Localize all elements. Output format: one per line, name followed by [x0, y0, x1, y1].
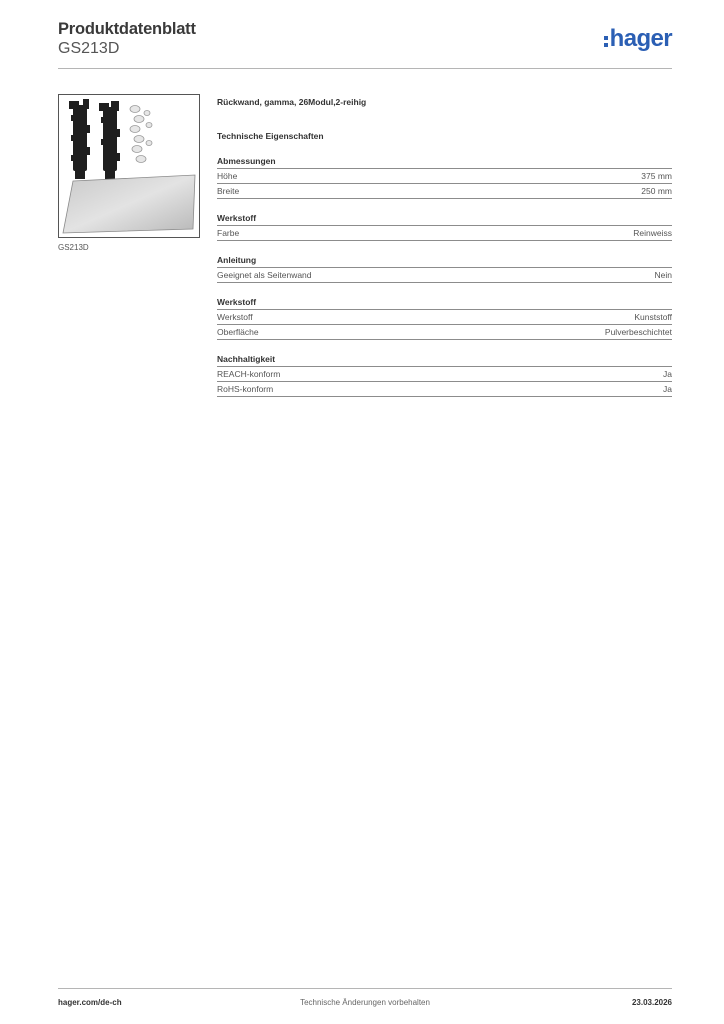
spec-row: [217, 184, 672, 199]
section-title: Werkstoff: [217, 212, 672, 226]
spec-label: Höhe: [217, 171, 238, 181]
spec-label: Breite: [217, 186, 240, 196]
section-title: Nachhaltigkeit: [217, 353, 672, 367]
footer-notice: Technische Änderungen vorbehalten: [300, 998, 430, 1007]
page-header: [58, 20, 672, 70]
spec-label: Werkstoff: [217, 312, 253, 322]
header-divider: [58, 68, 672, 69]
spec-value: 375 mm: [641, 171, 672, 181]
logo-mark-icon: [604, 36, 608, 47]
footer-divider: [58, 988, 672, 989]
technical-properties-heading: Technische Eigenschaften: [217, 131, 324, 141]
spec-label: Oberfläche: [217, 327, 259, 337]
footer-date: 23.03.2026: [631, 998, 672, 1007]
spec-value: Ja: [663, 369, 672, 379]
spec-row: [217, 325, 672, 340]
spec-label: Geeignet als Seitenwand: [217, 270, 312, 280]
document-title: Produktdatenblatt: [58, 20, 196, 38]
spec-label: RoHS-konform: [217, 384, 274, 394]
spec-row: [217, 268, 672, 283]
spec-row: [217, 367, 672, 382]
footer-website-link[interactable]: hager.com/de-ch: [58, 998, 122, 1007]
spec-row: [217, 169, 672, 184]
image-caption: GS213D: [58, 243, 89, 252]
section-title: Anleitung: [217, 254, 672, 268]
product-specifications: [217, 96, 672, 397]
spec-row: [217, 310, 672, 325]
section-title: Werkstoff: [217, 296, 672, 310]
spec-section-instructions: [217, 254, 672, 283]
spec-row: [217, 382, 672, 397]
product-image: [58, 94, 200, 238]
spec-section-dimensions: [217, 155, 672, 199]
spec-value: Pulverbeschichtet: [604, 327, 672, 337]
spec-label: Farbe: [217, 228, 240, 238]
spec-value: Ja: [663, 384, 672, 394]
spec-value: Kunststoff: [634, 312, 672, 322]
logo-text: hager: [609, 25, 672, 52]
spec-section-sustainability: [217, 353, 672, 397]
spec-section-material-2: [217, 296, 672, 340]
spec-row: [217, 226, 672, 241]
spec-value: 250 mm: [641, 186, 672, 196]
section-title: Abmessungen: [217, 155, 672, 169]
document-subtitle: GS213D: [58, 40, 120, 57]
product-name: Rückwand, gamma, 26Modul,2-reihig: [217, 97, 367, 107]
spec-value: Nein: [654, 270, 672, 280]
spec-value: Reinweiss: [633, 228, 672, 238]
spec-section-material: [217, 212, 672, 241]
hager-logo: [604, 26, 672, 52]
spec-label: REACH-konform: [217, 369, 281, 379]
page-footer: [58, 998, 672, 1010]
